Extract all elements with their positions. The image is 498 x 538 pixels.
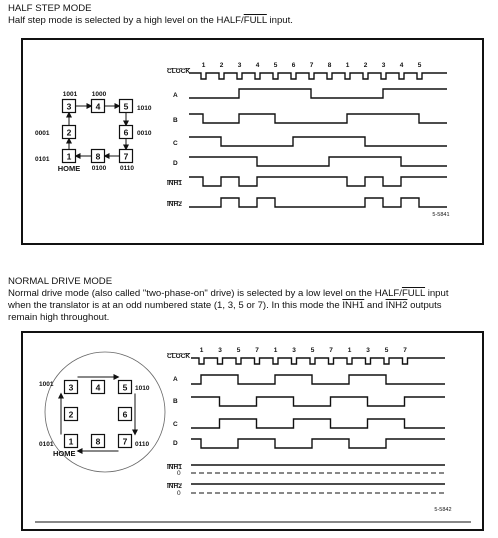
clock-number: 6 [291, 62, 296, 69]
section2-heading: NORMAL DRIVE MODE [8, 276, 113, 287]
inh1-low-label: 0 [177, 470, 181, 477]
clock-number: 7 [255, 347, 259, 354]
signal-c-wave [191, 419, 445, 428]
state-code: 0010 [137, 130, 152, 137]
clock-number: 1 [273, 347, 278, 354]
half-step-timing-diagram [23, 40, 482, 243]
state-number: 3 [66, 101, 72, 112]
section2-line1-pre: Normal drive mode (also called "two-phase-on" drive) is selected by a low level on the HALF/ [8, 288, 402, 299]
clock-number: 1 [345, 62, 350, 69]
signal-label: INH1 [167, 464, 182, 471]
section1-text-post: input. [266, 15, 293, 26]
section2-line2-inh2: INH2 [385, 300, 408, 311]
signal-c-wave [189, 137, 447, 146]
state-code: 1010 [137, 105, 152, 112]
clock-number: 1 [199, 347, 204, 354]
state-code: 0101 [35, 156, 50, 163]
state-number: 7 [122, 436, 128, 447]
clock-wave [189, 73, 447, 79]
section2-line2 [8, 300, 442, 312]
clock-number: 3 [366, 347, 370, 354]
figure-ref: 5-5841 [432, 212, 450, 218]
figure-ref: 5-5842 [434, 507, 452, 513]
clock-number: 8 [327, 62, 332, 69]
signal-label: INH1 [167, 180, 182, 187]
state-code: 1001 [39, 381, 54, 388]
clock-number: 5 [273, 62, 278, 69]
clock-number: 5 [384, 347, 389, 354]
clock-number: 3 [381, 62, 386, 69]
section2-line1 [8, 288, 449, 300]
section2-line2-pre: when the translator is at an odd numbered state (1, 3, 5 or 7). In this mode the [8, 300, 343, 311]
state-number: 2 [68, 409, 74, 420]
state-code: 0110 [135, 441, 150, 448]
signal-label: C [173, 140, 178, 147]
clock-number: 3 [218, 347, 222, 354]
clock-number: 1 [347, 347, 352, 354]
normal-drive-timing-diagram [23, 333, 482, 529]
home-label: HOME [53, 449, 76, 458]
signal-label: INH2 [167, 201, 182, 208]
signal-label: D [173, 440, 178, 447]
section2-line1-post: input [425, 288, 449, 299]
signal-label: C [173, 421, 178, 428]
state-number: 8 [95, 151, 101, 162]
state-number: 3 [68, 382, 74, 393]
signal-d-wave [189, 157, 447, 166]
state-number: 8 [95, 436, 101, 447]
signal-label: D [173, 160, 178, 167]
state-code: 0101 [39, 441, 54, 448]
clock-number: 1 [201, 62, 206, 69]
state-code: 1001 [62, 91, 78, 98]
state-number: 5 [123, 101, 129, 112]
inh2-low-label: 0 [177, 490, 181, 497]
state-code: 0100 [91, 165, 107, 172]
section1-text [8, 15, 293, 27]
clock-number: 3 [237, 62, 242, 69]
state-number: 4 [95, 101, 101, 112]
section2-line2-mid: and [364, 300, 386, 311]
signal-label: B [173, 398, 178, 405]
clock-number: 3 [292, 347, 296, 354]
signal-label: INH2 [167, 483, 182, 490]
inh1-wave [189, 177, 447, 186]
state-number: 6 [123, 127, 129, 138]
section2-line1-full: FULL [401, 288, 426, 299]
signal-label: A [173, 92, 178, 99]
section1-text-pre: Half step mode is selected by a high level on the HALF/ [8, 15, 244, 26]
state-number: 4 [95, 382, 101, 393]
clock-number: 7 [329, 347, 333, 354]
signal-d-wave [191, 439, 445, 448]
state-number: 2 [66, 127, 72, 138]
section1-heading: HALF STEP MODE [8, 3, 92, 14]
state-number: 1 [68, 436, 74, 447]
clock-number: 4 [255, 62, 260, 69]
signal-label: A [173, 376, 178, 383]
signal-a-wave [189, 89, 447, 98]
home-label: HOME [57, 164, 81, 173]
clock-number: 7 [309, 62, 314, 69]
state-number: 1 [66, 151, 72, 162]
clock-number: 2 [219, 62, 224, 69]
state-code: 1000 [91, 91, 107, 98]
signal-b-wave [191, 397, 445, 406]
clock-number: 2 [363, 62, 368, 69]
inh2-wave [189, 198, 447, 207]
state-code: 1010 [135, 385, 150, 392]
section2-line3: remain high throughout. [8, 312, 110, 323]
half-step-diagram-panel [21, 38, 484, 245]
clock-number: 4 [399, 62, 404, 69]
signal-a-wave [191, 375, 445, 384]
section2-line2-post: outputs [407, 300, 442, 311]
signal-label: CLOCK [167, 68, 191, 75]
signal-b-wave [189, 114, 447, 123]
clock-number: 5 [417, 62, 422, 69]
signal-label: CLOCK [167, 353, 191, 360]
state-number: 5 [122, 382, 128, 393]
clock-number: 7 [403, 347, 407, 354]
clock-wave [191, 358, 445, 364]
state-number: 7 [123, 151, 129, 162]
normal-drive-diagram-panel [21, 331, 484, 531]
section2-line2-inh1: INH1 [342, 300, 365, 311]
clock-number: 5 [236, 347, 241, 354]
state-code: 0001 [35, 130, 50, 137]
clock-number: 5 [310, 347, 315, 354]
state-number: 6 [122, 409, 128, 420]
section1-text-full: FULL [243, 15, 267, 26]
state-code: 0110 [119, 165, 135, 172]
signal-label: B [173, 117, 178, 124]
